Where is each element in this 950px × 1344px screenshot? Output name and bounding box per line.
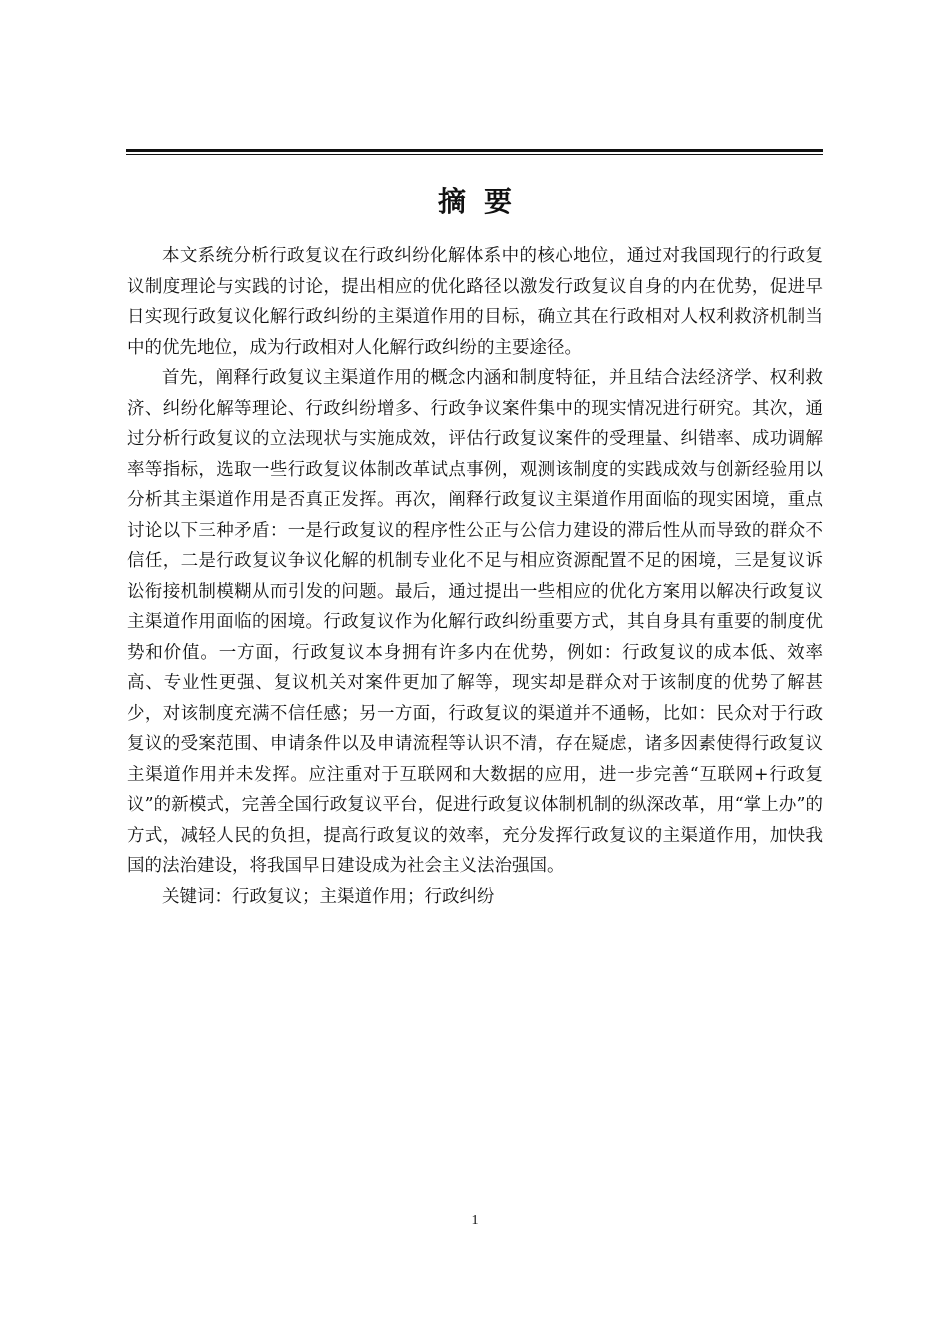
keywords-line: 关键词：行政复议；主渠道作用；行政纠纷 <box>162 886 495 907</box>
abstract-body <box>127 241 823 912</box>
abstract-paragraph-2: 首先，阐释行政复议主渠道作用的概念内涵和制度特征，并且结合法经济学、权利救济、纠纷化解等理论、行政纠纷增多、行政争议案件集中的现实情况进行研究。其次，通过分析行政复议的立法现状与实施成效，评估行政复议案件的受理量、纠错率、成功调解率等指标，选取一些行政复议体制改革试点事例，观测该制度的实践成效与创新经验用以分析其主渠道作用是否真正发挥。再次，阐释行政复议主渠道作用面临的现实困境，重点讨论以下三种矛盾：一是行政复议的程序性公正与公信力建设的滞后性从而导致的群众不信任，二是行政复议争议化解的机制专业化不足与相应资源配置不足的困境，三是复议诉讼衔接机制模糊从而引发的问题。最后，通过提出一些相应的优化方案用以解决行政复议主渠道作用面临的困境。行政复议作为化解行政纠纷重要方式，其自身具有重要的制度优势和价值。一方面，行政复议本身拥有许多内在优势，例如：行政复议的成本低、效率高、专业性更强、复议机关对案件更加了解等，现实却是群众对于该制度的优势了解甚少，对该制度充满不信任感；另一方面，行政复议的渠道并不通畅，比如：民众对于行政复议的受案范围、申请条件以及申请流程等认识不清，存在疑虑，诸多因素使得行政复议主渠道作用并未发挥。应注重对于互联网和大数据的应用，进一步完善“互联网+行政复议”的新模式，完善全国行政复议平台，促进行政复议体制机制的纵深改革，用“掌上办”的方式，减轻人民的负担，提高行政复议的效率，充分发挥行政复议的主渠道作用，加快我国的法治建设，将我国早日建设成为社会主义法治强国。 <box>127 368 823 876</box>
header-rule-thin <box>126 154 823 155</box>
page-number: 1 <box>471 1213 479 1228</box>
header-rule-thick <box>126 149 823 152</box>
abstract-paragraph-1: 本文系统分析行政复议在行政纠纷化解体系中的核心地位，通过对我国现行的行政复议制度理论与实践的讨论，提出相应的优化路径以激发行政复议自身的内在优势，促进早日实现行政复议化解行政纠纷的主渠道作用的目标，确立其在行政相对人权利救济机制当中的优先地位，成为行政相对人化解行政纠纷的主要途径。 <box>127 246 823 358</box>
abstract-title: 摘要 <box>437 185 530 218</box>
